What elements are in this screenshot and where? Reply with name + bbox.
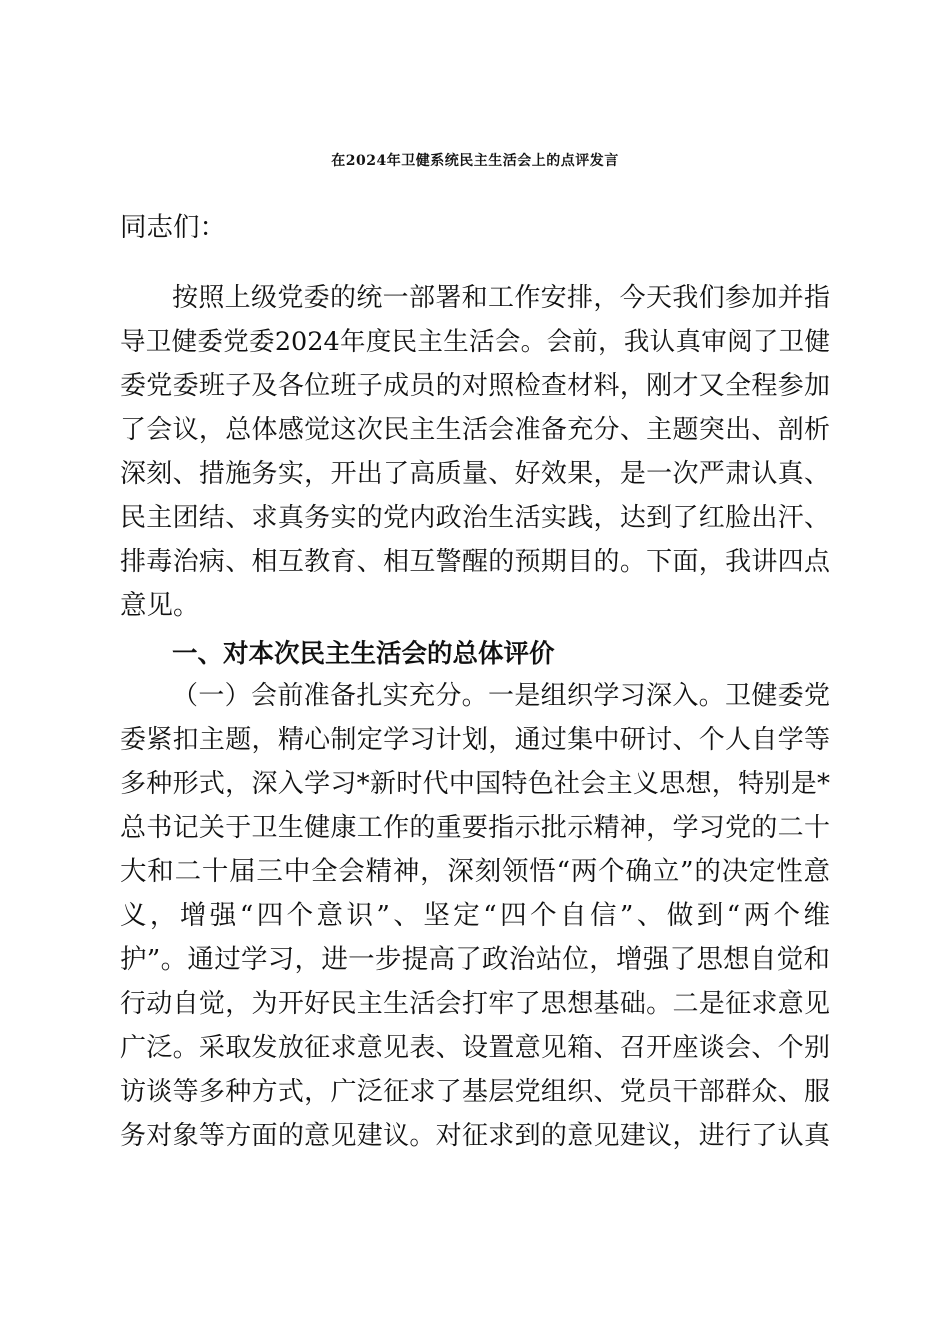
paragraph-1-line-2: 导卫健委党委2024年度民主生活会。会前，我认真审阅了卫健 xyxy=(120,327,830,357)
paragraph-2-line-3: 多种形式，深入学习*新时代中国特色社会主义思想，特别是* xyxy=(120,769,830,799)
paragraph-2-line-7: 护”。通过学习，进一步提高了政治站位，增强了思想自觉和 xyxy=(120,944,830,975)
paragraph-1-line-5: 深刻、措施务实，开出了高质量、好效果，是一次严肃认真、 xyxy=(120,459,830,489)
paragraph-1-line-8: 意见。 xyxy=(120,590,200,621)
paragraph-1-line-6: 民主团结、求真务实的党内政治生活实践，达到了红脸出汗、 xyxy=(120,503,830,533)
paragraph-2-line-2: 委紧扣主题，精心制定学习计划，通过集中研讨、个人自学等 xyxy=(120,725,830,755)
paragraph-2-line-8: 行动自觉，为开好民主生活会打牢了思想基础。二是征求意见 xyxy=(120,989,830,1019)
paragraph-2-line-11: 务对象等方面的意见建议。对征求到的意见建议，进行了认真 xyxy=(120,1121,830,1151)
paragraph-1-line-4: 了会议，总体感觉这次民主生活会准备充分、主题突出、剖析 xyxy=(120,415,830,445)
paragraph-2-line-9: 广泛。采取发放征求意见表、设置意见箱、召开座谈会、个别 xyxy=(120,1033,830,1063)
paragraph-1-line-1: 按照上级党委的统一部署和工作安排，今天我们参加并指 xyxy=(172,283,830,313)
paragraph-1-line-3: 委党委班子及各位班子成员的对照检查材料，刚才又全程参加 xyxy=(120,371,830,401)
section-heading-1: 一、对本次民主生活会的总体评价 xyxy=(172,639,555,669)
paragraph-2-line-6: 义，增强“四个意识”、坚定“四个自信”、做到“两个维 xyxy=(120,900,830,931)
paragraph-2-line-5: 大和二十届三中全会精神，深刻领悟“两个确立”的决定性意 xyxy=(120,856,830,887)
paragraph-2-line-10: 访谈等多种方式，广泛征求了基层党组织、党员干部群众、服 xyxy=(120,1077,830,1107)
paragraph-2-line-1: （一）会前准备扎实充分。一是组织学习深入。卫健委党 xyxy=(172,681,830,711)
document-title: 在2024年卫健系统民主生活会上的点评发言 xyxy=(331,153,619,169)
paragraph-2-line-4: 总书记关于卫生健康工作的重要指示批示精神，学习党的二十 xyxy=(120,813,830,843)
salutation: 同志们： xyxy=(120,212,226,243)
paragraph-1-line-7: 排毒治病、相互教育、相互警醒的预期目的。下面，我讲四点 xyxy=(120,547,830,577)
